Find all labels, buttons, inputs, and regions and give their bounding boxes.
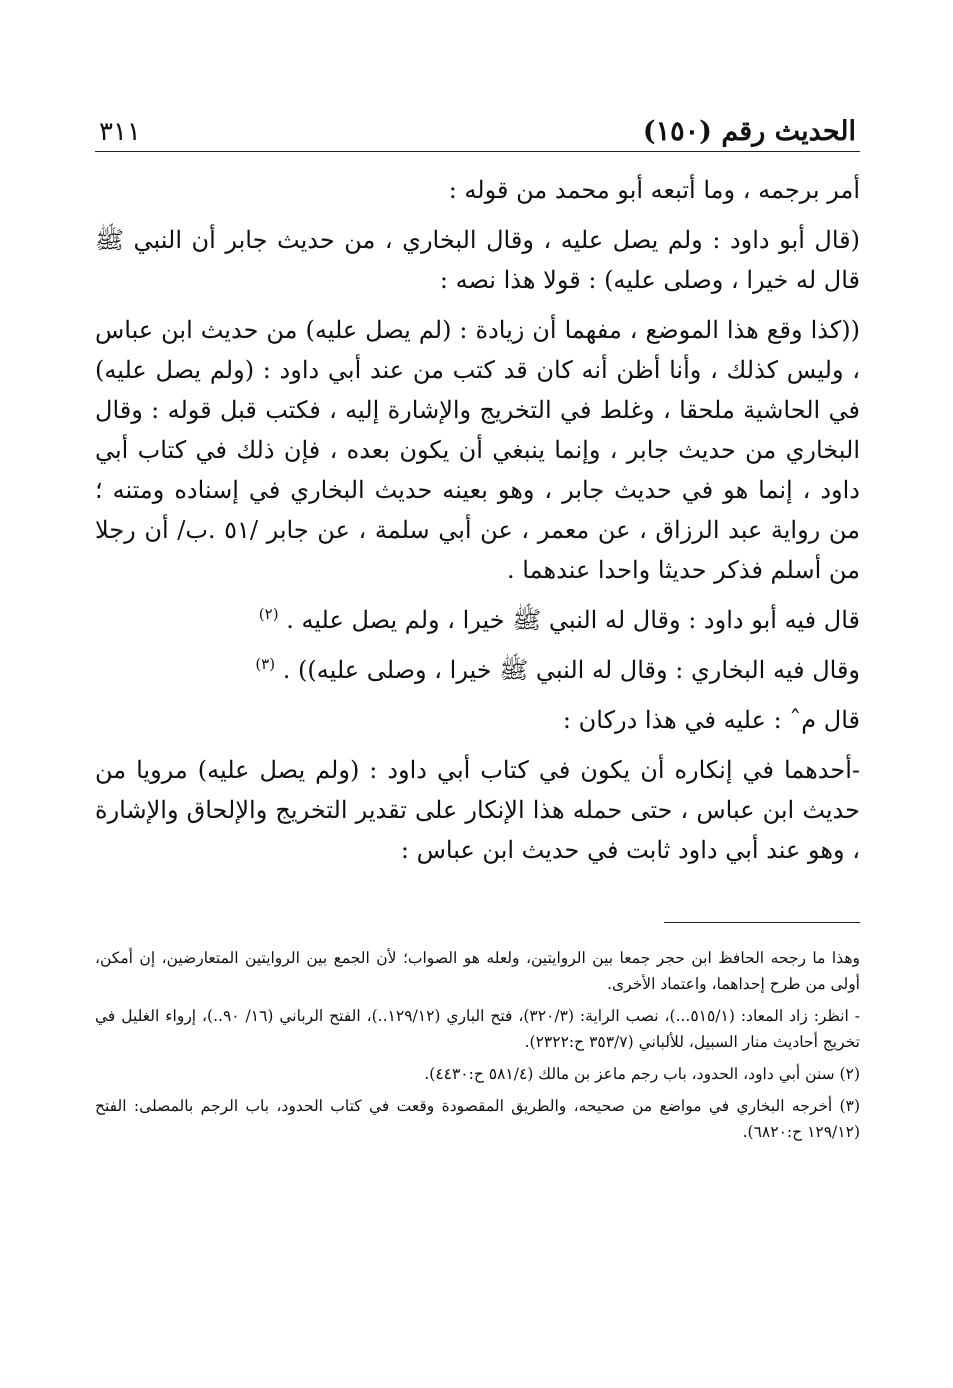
header-title: الحديث رقم (١٥٠) — [642, 116, 856, 147]
footnote-divider — [664, 922, 860, 923]
page-number: ٣١١ — [99, 117, 141, 147]
main-text — [95, 170, 860, 870]
footnote-dash: - انظر: زاد المعاد: (٥١٥/١...)، نصب الراية: (٣٢٠/٣)، فتح الباري (١٢٩/١٢..)، الفتح الرباني (١٦/ ٩٠..)، إرواء الغليل في تخريج أحاديث منار السبيل، للألباني (٣٥٣/٧ ح:٢٣٢٢). — [95, 1007, 860, 1051]
footnote-ref-3: (٣) — [255, 655, 276, 673]
footnote-2: (٢) سنن أبي داود، الحدود، باب رجم ماعز بن مالك (٥٨١/٤ ح:٤٤٣٠). — [424, 1065, 860, 1083]
paragraph-qala: قال مˆ : عليه في هذا دركان : — [562, 706, 860, 734]
footnotes — [95, 945, 860, 1145]
document-page — [95, 85, 860, 1151]
running-header — [95, 85, 860, 152]
paragraph-intro: أمر برجمه ، وما أتبعه أبو محمد من قوله : — [448, 176, 860, 204]
footnote-3: (٣) أخرجه البخاري في مواضع من صحيحه، والطريق المقصودة وقعت في كتاب الحدود، باب الرجم بالمصلى: الفتح (١٢٩/١٢ ح:٦٨٢٠). — [95, 1097, 860, 1141]
paragraph-quote: (قال أبو داود : ولم يصل عليه ، وقال البخاري ، من حديث جابر أن النبي ﷺ قال له خيرا ، وصلى عليه) : قولا هذا نصه : — [95, 226, 860, 294]
abudawud-text: قال فيه أبو داود : وقال له النبي ﷺ خيرا ، ولم يصل عليه . — [286, 606, 860, 634]
paragraph-commentary: ((كذا وقع هذا الموضع ، مفهما أن زيادة : (لم يصل عليه) من حديث ابن عباس ، وليس كذلك ، وأنا أظن أنه كان قد كتب من عند أبي داود : (ولم يصل عليه) في الحاشية ملحقا ، وغلط في التخريج والإشارة إليه ، فكتب قبل قوله : وقال البخاري من حديث جابر ، وإنما ينبغي أن يكون بعده ، فإن ذلك في كتاب أبي داود ، إنما هو في حديث جابر ، وهو بعينه حديث البخاري في إسناده ومتنه ؛ من رواية عبد الرزاق ، عن معمر ، عن أبي سلمة ، عن جابر /٥١ .ب/ أن رجلا من أسلم فذكر حديثا واحدا عندهما . — [95, 316, 861, 584]
bukhari-text: وقال فيه البخاري : وقال له النبي ﷺ خيرا ، وصلى عليه)) . — [282, 656, 860, 684]
paragraph-abudawud — [95, 600, 860, 640]
paragraph-bukhari — [95, 650, 860, 690]
paragraph-first-point: -أحدهما في إنكاره أن يكون في كتاب أبي داود : (ولم يصل عليه) مرويا من حديث ابن عباس ، حتى حمله هذا الإنكار على تقدير التخريج والإلحاق والإشارة ، وهو عند أبي داود ثابت في حديث ابن عباس : — [95, 756, 860, 864]
footnote-ref-2: (٢) — [258, 605, 279, 623]
footnote-continuation: وهذا ما رجحه الحافظ ابن حجر جمعا بين الروايتين، ولعله هو الصواب؛ لأن الجمع بين الروايتين المتعارضين، إن أمكن، أولى من طرح إحداهما، واعتماد الأخرى. — [95, 949, 860, 993]
